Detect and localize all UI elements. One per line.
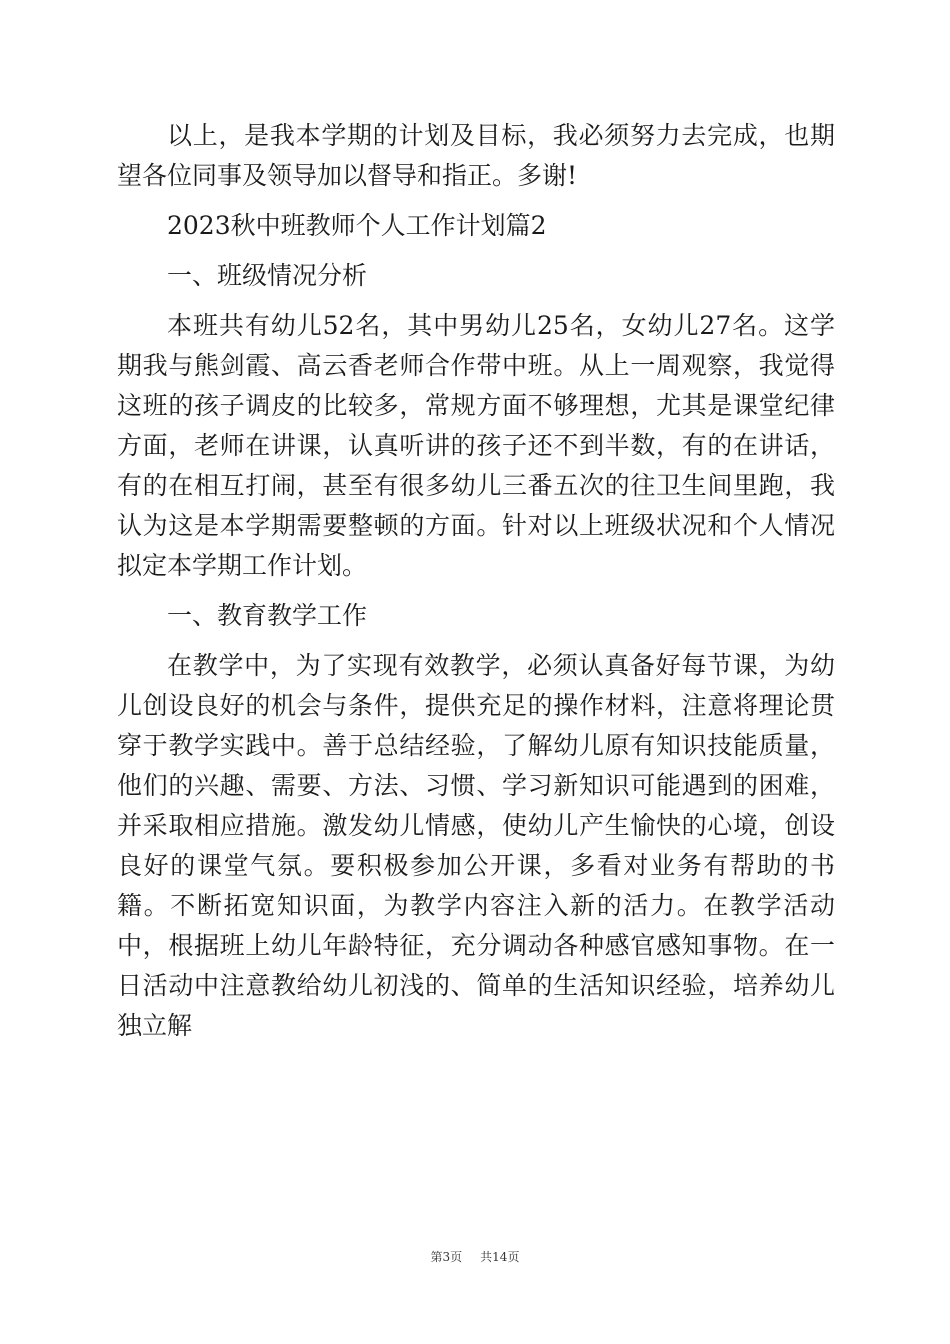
paragraph-class-analysis: 本班共有幼儿52名，其中男幼儿25名，女幼儿27名。这学期我与熊剑霞、高云香老师合作带中班。从上一周观察，我觉得这班的孩子调皮的比较多，常规方面不够理想，尤其是课堂纪律方面，老师在讲课，认真听讲的孩子还不到半数，有的在讲话，有的在相互打闹，甚至有很多幼儿三番五次的往卫生间里跑，我认为这是本学期需要整顿的方面。针对以上班级状况和个人情况拟定本学期工作计划。 [117, 311, 835, 580]
page-number: 第3页 [430, 1250, 463, 1264]
paragraph-teaching-work: 在教学中，为了实现有效教学，必须认真备好每节课，为幼儿创设良好的机会与条件，提供充足的操作材料，注意将理论贯穿于教学实践中。善于总结经验，了解幼儿原有知识技能质量，他们的兴趣、需要、方法、习惯、学习新知识可能遇到的困难，并采取相应措施。激发幼儿情感，使幼儿产生愉快的心境，创设良好的课堂气氛。要积极参加公开课，多看对业务有帮助的书籍。不断拓宽知识面，为教学内容注入新的活力。在教学活动中，根据班上幼儿年龄特征，充分调动各种感官感知事物。在一日活动中注意教给幼儿初浅的、简单的生活知识经验，培养幼儿独立解 [117, 651, 835, 1040]
heading-teaching-work: 一、教育教学工作 [167, 601, 368, 630]
heading-class-analysis: 一、班级情况分析 [167, 261, 368, 290]
page-total: 共14页 [480, 1250, 520, 1264]
document-body [117, 116, 835, 1046]
page-footer [0, 1248, 950, 1265]
section-title: 2023秋中班教师个人工作计划篇2 [167, 211, 547, 240]
paragraph-closing: 以上，是我本学期的计划及目标，我必须努力去完成，也期望各位同事及领导加以督导和指正。多谢! [117, 121, 835, 190]
